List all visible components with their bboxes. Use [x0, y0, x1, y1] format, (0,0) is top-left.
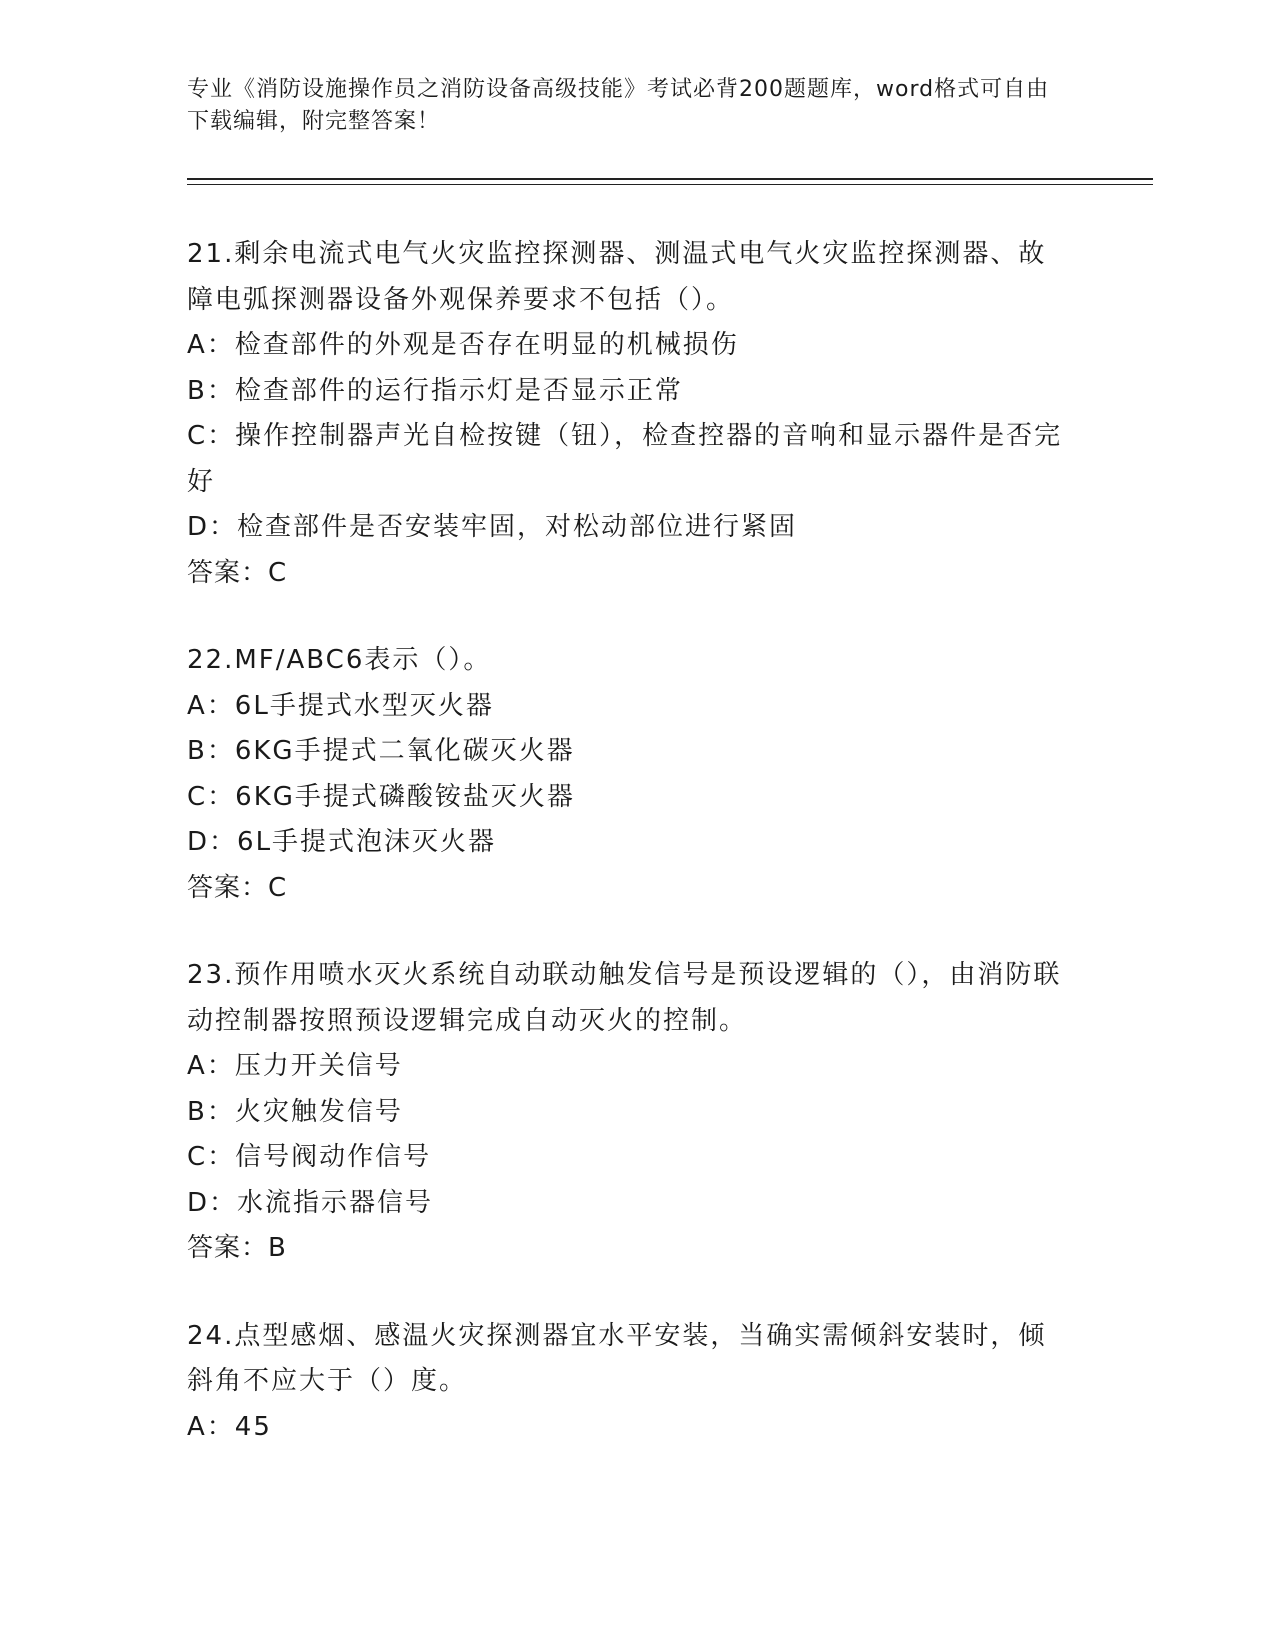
option-b: B：检查部件的运行指示灯是否显示正常 — [187, 375, 683, 406]
question-stem: 21.剩余电流式电气火灾监控探测器、测温式电气火灾监控探测器、故障电弧探测器设备外观保养要求不包括（）。 — [187, 239, 1047, 315]
question-item — [187, 638, 1067, 911]
question-stem: 23.预作用喷水灭火系统自动联动触发信号是预设逻辑的（），由消防联动控制器按照预设逻辑完成自动灭火的控制。 — [187, 960, 1062, 1036]
question-item — [187, 953, 1067, 1272]
option-d: D：水流指示器信号 — [187, 1187, 434, 1218]
option-a: A：45 — [187, 1411, 272, 1442]
question-stem: 24.点型感烟、感温火灾探测器宜水平安装，当确实需倾斜安装时，倾斜角不应大于（）度。 — [187, 1320, 1047, 1396]
option-c: C：信号阀动作信号 — [187, 1142, 432, 1172]
question-item — [187, 1314, 1067, 1451]
option-d: D：检查部件是否安装牢固，对松动部位进行紧固 — [187, 512, 798, 542]
question-item — [187, 232, 1067, 596]
question-stem: 22.MF/ABC6表示（）。 — [187, 645, 492, 675]
option-a: A：压力开关信号 — [187, 1051, 403, 1081]
option-b: B：火灾触发信号 — [187, 1096, 403, 1127]
option-b: B：6KG手提式二氧化碳灭火器 — [187, 736, 575, 766]
option-a: A：检查部件的外观是否存在明显的机械损伤 — [187, 330, 739, 360]
option-c: C：操作控制器声光自检按键（钮），检查控器的音响和显示器件是否完好 — [187, 421, 1063, 497]
answer-line: 答案：C — [187, 872, 288, 903]
answer-line: 答案：C — [187, 557, 288, 588]
option-c: C：6KG手提式磷酸铵盐灭火器 — [187, 781, 575, 812]
option-d: D：6L手提式泡沫灭火器 — [187, 827, 497, 857]
header-divider — [187, 178, 1153, 185]
answer-line: 答案：B — [187, 1233, 287, 1263]
option-a: A：6L手提式水型灭火器 — [187, 690, 494, 721]
document-header: 专业《消防设施操作员之消防设备高级技能》考试必背200题题库，word格式可自由下载编辑，附完整答案！ — [187, 77, 1050, 134]
question-list — [187, 232, 1067, 1492]
